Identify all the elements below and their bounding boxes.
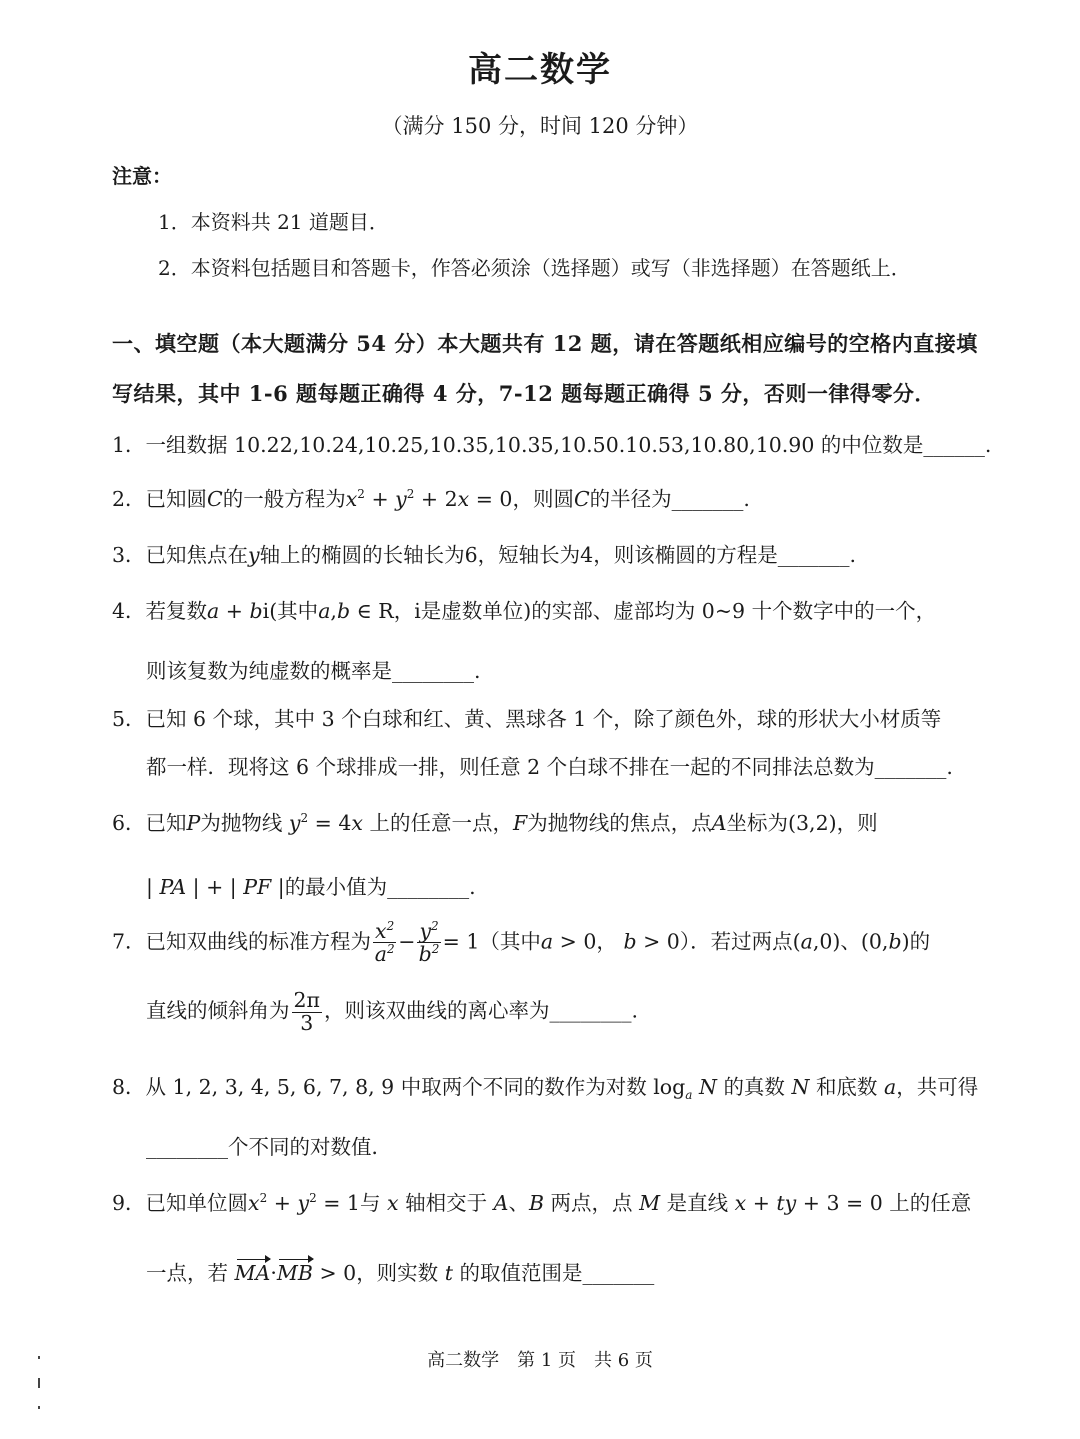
fraction-x2-a2: $\frac{x^2}{a^2}$ [374,918,395,967]
question-8-line2: ________个不同的对数值． [146,1135,392,1159]
fraction-2pi-3: $\frac{2\pi}{3}$ [293,988,321,1035]
scan-mark [38,1356,40,1359]
question-5-line2: 都一样．现将这 6 个球排成一排，则任意 2 个白球不排在一起的不同排法总数为_______. [146,755,953,779]
notice-heading: 注意： [112,164,172,188]
notice-item: 1．本资料共 21 道题目． [158,210,389,234]
question-4-line2: 则该复数为纯虚数的概率是________. [146,659,481,683]
question-8-line1: 8．从 1, 2, 3, 4, 5, 6, 7, 8, 9 中取两个不同的数作为对数 $\log_a N$ 的真数 N 和底数 a，共可得 [112,1075,979,1103]
page-subtitle: （满分 150 分，时间 120 分钟） [381,114,699,138]
page-footer: 高二数学 第 1 页 共 6 页 [427,1350,653,1371]
question-4-line1: 4．若复数a + bi(其中a,b ∈ R，i是虚数单位)的实部、虚部均为 0~9 十个数字中的一个， [112,599,937,623]
section-heading-line2: 写结果，其中 1-6 题每题正确得 4 分，7-12 题每题正确得 5 分，否则一律得零分． [112,381,936,406]
fraction-y2-b2: $\frac{y^2}{b^2}$ [418,918,440,967]
scan-mark [38,1378,40,1388]
vector-ma: MA [234,1261,271,1285]
page-title: 高二数学 [468,50,612,90]
question-2: 2．已知圆C的一般方程为$x^2 + y^2 + 2x = 0$，则圆C的半径为_______. [112,487,750,511]
question-5-line1: 5．已知 6 个球，其中 3 个白球和红、黄、黑球各 1 个，除了颜色外，球的形状大小材质等 [112,707,942,731]
section-heading-line1: 一、填空题（本大题满分 54 分）本大题共有 12 题，请在答题纸相应编号的空格内直接填 [112,331,978,356]
question-9-line2: 一点，若 MA·MB > 0，则实数 t 的取值范围是_______ [146,1261,655,1285]
question-6-line1: 6．已知P为抛物线 $y^2 = 4x$ 上的任意一点，F为抛物线的焦点，点A坐标为(3,2)，则 [112,811,878,835]
notice-item: 2．本资料包括题目和答题卡，作答必须涂（选择题）或写（非选择题）在答题纸上． [158,256,911,280]
question-6-line2: | PA | + | PF |的最小值为________. [146,875,476,899]
scan-mark [38,1406,40,1409]
question-9-line1: 9．已知单位圆$x^2 + y^2 = 1$与 x 轴相交于 A、B 两点，点 M 是直线 x + ty + 3 = 0 上的任意 [112,1191,972,1215]
question-3: 3．已知焦点在y轴上的椭圆的长轴长为6，短轴长为4，则该椭圆的方程是_______. [112,543,856,567]
vector-mb: MB [276,1261,313,1285]
question-1: 1．一组数据 10.22,10.24,10.25,10.35,10.35,10.50.10.53,10.80,10.90 的中位数是______. [112,433,992,457]
question-7-line1: 7．已知双曲线的标准方程为 $\frac{x^2}{a^2}$ − $\frac{y^2}{b^2}$ = 1（其中a > 0， b > 0）．若过两点(a,0)、(0,b)的 [112,918,931,967]
question-7-line2: 直线的倾斜角为 $\frac{2\pi}{3}$ ，则该双曲线的离心率为________. [146,988,639,1035]
